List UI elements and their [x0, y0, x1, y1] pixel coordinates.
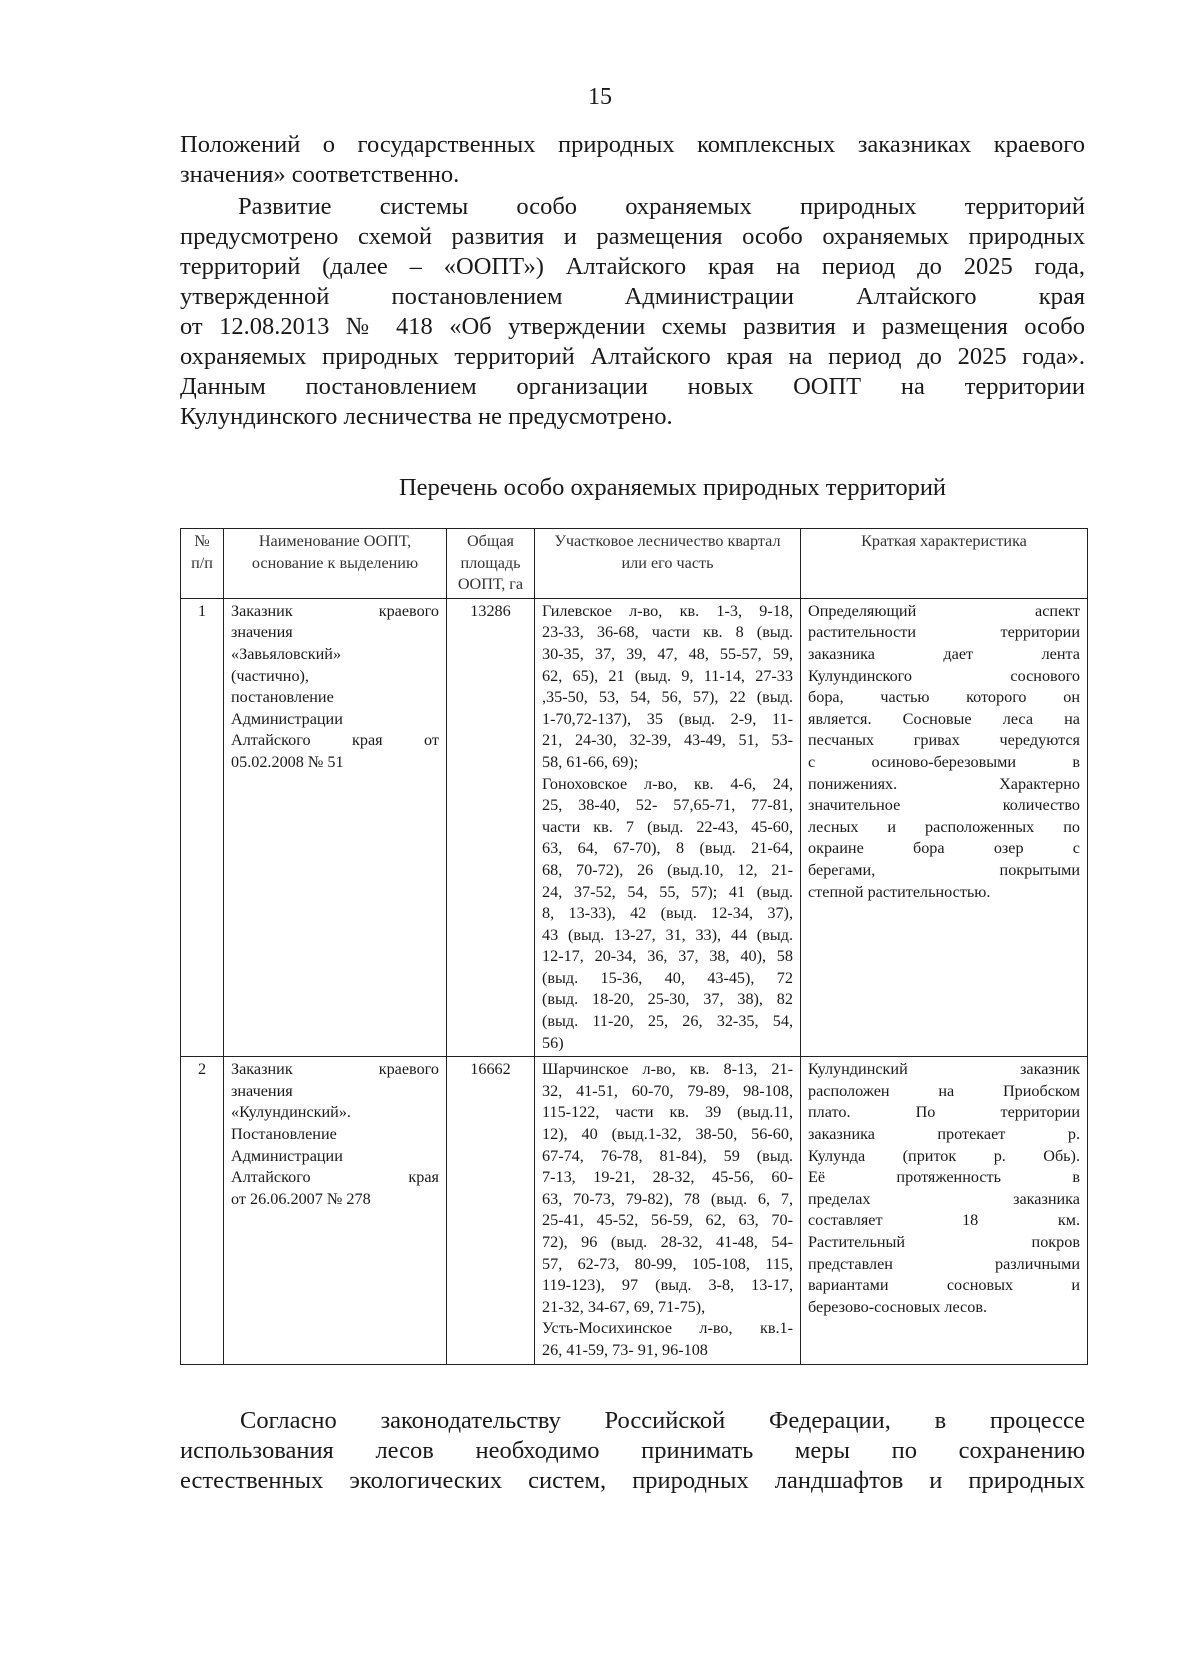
- cell-line: части кв. 7 (выд. 22-43, 45-60,: [542, 817, 793, 836]
- cell-line: значения: [231, 623, 293, 642]
- text-line: Положений о государственных природных комплексных заказниках краевого: [180, 131, 1085, 158]
- cell-line: Заказник краевого: [231, 1060, 439, 1079]
- cell-line: с осиново-березовыми в: [808, 752, 1080, 771]
- cell-line: 23-33, 36-68, части кв. 8 (выд.: [542, 623, 793, 642]
- cell-line: Постановление: [231, 1125, 337, 1144]
- cell-line: 58, 61-66, 69);: [542, 752, 639, 771]
- cell-line: 30-35, 37, 39, 47, 48, 55-57, 59,: [542, 644, 793, 663]
- cell-line: 68, 70-72), 26 (выд.10, 12, 21-: [542, 860, 793, 879]
- cell-line: расположен на Приобском: [808, 1081, 1080, 1100]
- cell-line: 1-70,72-137), 35 (выд. 2-9, 11-: [542, 709, 793, 728]
- cell-line: представлен различными: [808, 1254, 1080, 1273]
- cell-line: заказника протекает р.: [808, 1125, 1080, 1144]
- cell-line: понижениях. Характерно: [808, 774, 1080, 793]
- cell-line: значения: [231, 1081, 293, 1100]
- cell-line: вариантами сосновых и: [808, 1276, 1080, 1295]
- cell-line: 24, 37-52, 54, 55, 57); 41 (выд.: [542, 882, 793, 901]
- cell-line: 21-32, 34-67, 69, 71-75),: [542, 1297, 706, 1316]
- cell-line: Определяющий аспект: [808, 601, 1080, 620]
- cell-line: Администрации: [231, 709, 343, 728]
- header-name: Наименование ООПТ, основание к выделению: [224, 529, 447, 599]
- text-line: от 12.08.2013 № 418 «Об утверждении схемы развития и размещения особо: [180, 313, 1085, 340]
- row-number: 1: [181, 598, 224, 1056]
- cell-line: 63, 70-73, 79-82), 78 (выд. 6, 7,: [542, 1189, 793, 1208]
- cell-line: 119-123), 97 (выд. 3-8, 13-17,: [542, 1276, 793, 1295]
- cell-line: лесных и расположенных по: [808, 817, 1080, 836]
- cell-line: (выд. 11-20, 25, 26, 32-35, 54,: [542, 1012, 793, 1031]
- row-number: 2: [181, 1057, 224, 1364]
- cell-line: Её протяженность в: [808, 1168, 1080, 1187]
- cell-line: Алтайского края: [231, 1168, 439, 1187]
- row-area: 16662: [447, 1057, 535, 1364]
- table-header-row: [181, 529, 1088, 599]
- cell-line: 63, 64, 67-70), 8 (выд. 21-64,: [542, 839, 793, 858]
- cell-line: растительности территории: [808, 623, 1080, 642]
- text-line: Данным постановлением организации новых ООПТ на территории: [180, 373, 1085, 400]
- table-row: [181, 598, 1088, 1056]
- cell-line: Кулундинский заказник: [808, 1060, 1080, 1079]
- header-number: № п/п: [181, 529, 224, 599]
- cell-line: 8, 13-33), 42 (выд. 12-34, 37),: [542, 904, 793, 923]
- cell-line: 32, 41-51, 60-70, 79-89, 98-108,: [542, 1081, 793, 1100]
- cell-line: берегами, покрытыми: [808, 860, 1080, 879]
- text-line: Кулундинского лесничества не предусмотрено.: [180, 403, 673, 430]
- cell-line: Усть-Мосихинское л-во, кв.1-: [542, 1319, 793, 1338]
- cell-line: 56): [542, 1033, 564, 1052]
- text-line: использования лесов необходимо принимать меры по сохранению: [180, 1437, 1085, 1464]
- header-description: Краткая характеристика: [801, 529, 1088, 599]
- cell-line: 12-17, 20-34, 36, 37, 38, 40), 58: [542, 947, 793, 966]
- cell-line: березово-сосновых лесов.: [808, 1297, 988, 1316]
- cell-line: «Завьяловский»: [231, 644, 342, 663]
- cell-line: Заказник краевого: [231, 601, 439, 620]
- cell-line: 05.02.2008 № 51: [231, 752, 344, 771]
- cell-line: 26, 41-59, 73- 91, 96-108: [542, 1340, 708, 1359]
- cell-line: 115-122, части кв. 39 (выд.11,: [542, 1103, 793, 1122]
- cell-line: 62, 65), 21 (выд. 9, 11-14, 27-33: [542, 666, 793, 685]
- cell-line: 25-41, 45-52, 56-59, 62, 63, 70-: [542, 1211, 793, 1230]
- cell-line: Алтайского края от: [231, 731, 439, 750]
- cell-line: Растительный покров: [808, 1233, 1080, 1251]
- cell-line: заказника дает лента: [808, 644, 1080, 663]
- cell-line: 67-74, 76-78, 81-84), 59 (выд.: [542, 1146, 793, 1165]
- oopt-table: [180, 528, 1088, 1365]
- cell-line: (частично),: [231, 666, 309, 685]
- cell-line: Гоноховское л-во, кв. 4-6, 24,: [542, 774, 793, 793]
- text-line: значения» соответственно.: [180, 161, 460, 188]
- text-line: Согласно законодательству Российской Федерации, в процессе: [240, 1407, 1085, 1434]
- header-area: Общая площадь ООПТ, га: [447, 529, 535, 599]
- cell-line: (выд. 18-20, 25-30, 37, 38), 82: [542, 990, 793, 1009]
- row-name: [224, 1057, 447, 1364]
- cell-line: Кулундинского соснового: [808, 666, 1080, 685]
- cell-line: Гилевское л-во, кв. 1-3, 9-18,: [542, 601, 793, 620]
- cell-line: от 26.06.2007 № 278: [231, 1189, 371, 1208]
- text-line: Развитие системы особо охраняемых природных территорий: [238, 193, 1085, 220]
- row-description: [801, 1057, 1088, 1364]
- page-number: 15: [588, 84, 612, 110]
- row-name: [224, 598, 447, 1056]
- cell-line: 72), 96 (выд. 28-32, 41-48, 54-: [542, 1233, 793, 1251]
- cell-line: Кулунда (приток р. Обь).: [808, 1146, 1080, 1165]
- table-row: [181, 1057, 1088, 1364]
- text-line: предусмотрено схемой развития и размещения особо охраняемых природных: [180, 223, 1085, 250]
- cell-line: 25, 38-40, 52- 57,65-71, 77-81,: [542, 796, 793, 815]
- text-line: охраняемых природных территорий Алтайского края на период до 2025 года».: [180, 343, 1085, 370]
- table-title: Перечень особо охраняемых природных территорий: [398, 474, 947, 501]
- cell-line: 12), 40 (выд.1-32, 38-50, 56-60,: [542, 1125, 793, 1144]
- header-forestry: Участковое лесничество квартал или его часть: [535, 529, 801, 599]
- cell-line: 43 (выд. 13-27, 31, 33), 44 (выд.: [542, 925, 793, 944]
- cell-line: окраине бора озер с: [808, 839, 1080, 858]
- row-description: [801, 598, 1088, 1056]
- cell-line: постановление: [231, 688, 334, 707]
- cell-line: песчаных гривах чередуются: [808, 731, 1080, 750]
- text-line: естественных экологических систем, природных ландшафтов и природных: [180, 1467, 1085, 1494]
- cell-line: 21, 24-30, 32-39, 43-49, 51, 53-: [542, 731, 793, 750]
- cell-line: Шарчинское л-во, кв. 8-13, 21-: [542, 1060, 793, 1079]
- cell-line: составляет 18 км.: [808, 1211, 1080, 1230]
- cell-line: степной растительностью.: [808, 882, 991, 901]
- cell-line: плато. По территории: [808, 1103, 1080, 1122]
- intro-paragraph: [180, 130, 1085, 190]
- cell-line: 57, 62-73, 80-99, 105-108, 115,: [542, 1254, 793, 1273]
- cell-line: является. Сосновые леса на: [808, 709, 1080, 728]
- cell-line: ,35-50, 53, 54, 56, 57), 22 (выд.: [542, 688, 793, 707]
- cell-line: «Кулундинский».: [231, 1103, 351, 1122]
- cell-line: значительное количество: [808, 796, 1080, 815]
- row-forestry: [535, 598, 801, 1056]
- text-line: утвержденной постановлением Администрации Алтайского края: [180, 283, 1085, 310]
- row-forestry: [535, 1057, 801, 1364]
- row-area: 13286: [447, 598, 535, 1056]
- text-line: территорий (далее – «ООПТ») Алтайского края на период до 2025 года,: [180, 253, 1085, 280]
- cell-line: 7-13, 19-21, 28-32, 45-56, 60-: [542, 1168, 793, 1187]
- cell-line: (выд. 15-36, 40, 43-45), 72: [542, 968, 793, 987]
- cell-line: пределах заказника: [808, 1189, 1080, 1208]
- cell-line: бора, частью которого он: [808, 688, 1080, 707]
- cell-line: Администрации: [231, 1146, 343, 1165]
- law-paragraph: [180, 1406, 1085, 1496]
- development-paragraph: [180, 192, 1085, 432]
